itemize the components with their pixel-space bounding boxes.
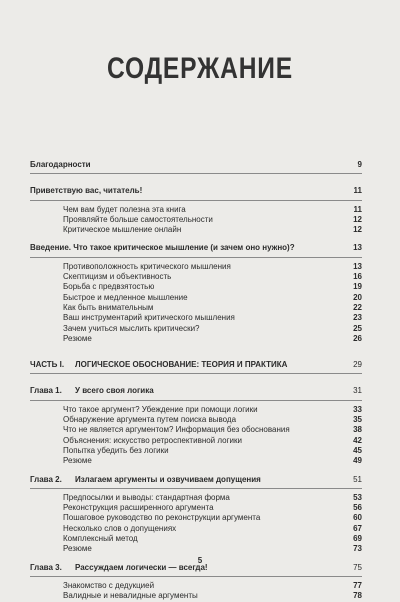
toc-entry	[30, 324, 362, 334]
toc-page-number: 51	[353, 474, 362, 484]
toc-page-number: 69	[353, 534, 362, 544]
toc-page-number: 78	[353, 591, 362, 601]
toc-page-number: 67	[353, 523, 362, 533]
toc-page-number: 12	[353, 225, 362, 235]
toc-spacer	[30, 378, 362, 386]
toc-label: Глава 2.	[30, 474, 62, 484]
toc-chapter	[30, 475, 362, 485]
toc-page-number: 11	[353, 186, 362, 196]
toc-title: Проявляйте больше самостоятельности	[63, 214, 213, 224]
toc-title: Резюме	[63, 544, 92, 554]
toc-page-number: 9	[357, 160, 362, 169]
toc-heading	[30, 186, 362, 196]
toc-spacer	[30, 344, 362, 352]
toc-entry	[30, 205, 362, 215]
toc-page-number: 60	[353, 513, 362, 523]
toc-page-number: 26	[353, 333, 362, 343]
toc-entry	[30, 313, 362, 323]
toc-page-number: 25	[353, 323, 362, 333]
toc-heading	[30, 160, 362, 170]
toc-title: Скептицизм и объективность	[63, 272, 172, 282]
toc-divider	[30, 173, 362, 174]
toc-spacer	[30, 467, 362, 475]
toc-title: Рассуждаем логически — всегда!	[75, 562, 208, 572]
toc-entry	[30, 262, 362, 272]
page-number: 5	[197, 556, 203, 565]
toc-title: Попытка убедить без логики	[63, 445, 169, 455]
toc-entry	[30, 503, 362, 513]
toc-entry	[30, 513, 362, 523]
toc-page-number: 13	[353, 261, 362, 271]
toc-entry	[30, 456, 362, 466]
toc-title: Резюме	[63, 333, 92, 343]
toc-title: У всего своя логика	[75, 386, 154, 396]
toc-page-number: 20	[353, 292, 362, 302]
toc-spacer	[30, 178, 362, 186]
toc-title: Валидные и невалидные аргументы	[63, 591, 198, 601]
toc-title: Излагаем аргументы и озвучиваем допущения	[75, 474, 261, 484]
toc-part	[30, 360, 362, 370]
toc-entry	[30, 446, 362, 456]
toc-entry	[30, 534, 362, 544]
toc-page-number: 11	[353, 204, 362, 214]
toc-entry	[30, 225, 362, 235]
toc-divider	[30, 488, 362, 489]
toc-divider	[30, 373, 362, 374]
toc-spacer	[30, 352, 362, 360]
toc-page-number: 12	[353, 214, 362, 224]
toc-title: Введение. Что такое критическое мышление (и зачем оно нужно)?	[30, 243, 295, 253]
toc-entry	[30, 544, 362, 554]
toc-page-number: 16	[353, 272, 362, 282]
toc-title: Резюме	[63, 456, 92, 466]
toc-title: Как быть внимательным	[63, 302, 154, 312]
toc-entry	[30, 282, 362, 292]
toc-title: Реконструкция расширенного аргумента	[63, 503, 214, 513]
toc-divider	[30, 576, 362, 577]
toc-title: Что не является аргументом? Информация без обоснования	[63, 425, 290, 435]
toc-title: Борьба с предвзятостью	[63, 282, 155, 292]
toc-title: Несколько слов о допущениях	[63, 523, 177, 533]
toc-entry	[30, 215, 362, 225]
toc-page-number: 75	[353, 562, 362, 572]
toc-label: Глава 3.	[30, 562, 62, 572]
toc-entry	[30, 293, 362, 303]
toc-title: Пошаговое руководство по реконструкции аргумента	[63, 513, 261, 523]
toc-page-number: 23	[353, 313, 362, 323]
toc-page-number: 49	[353, 456, 362, 466]
toc-chapter	[30, 386, 362, 396]
toc-entry	[30, 405, 362, 415]
toc-entry	[30, 334, 362, 344]
toc-title: ЛОГИЧЕСКОЕ ОБОСНОВАНИЕ: ТЕОРИЯ И ПРАКТИКА	[75, 360, 288, 370]
toc-page-number: 77	[353, 580, 362, 590]
toc-title: Что такое аргумент? Убеждение при помощи логики	[63, 404, 258, 414]
toc-title: Благодарности	[30, 160, 91, 169]
toc-page-number: 35	[353, 415, 362, 425]
toc-page-number: 22	[353, 302, 362, 312]
toc-entry	[30, 303, 362, 313]
toc-entry	[30, 493, 362, 503]
toc-page-number: 33	[353, 404, 362, 414]
toc-title: Критическое мышление онлайн	[63, 225, 182, 235]
toc-page-number: 29	[353, 360, 362, 370]
toc-title: Ваш инструментарий критического мышления	[63, 313, 235, 323]
toc-divider	[30, 200, 362, 201]
toc-page-number: 45	[353, 445, 362, 455]
table-of-contents	[30, 160, 362, 602]
toc-title: Быстрое и медленное мышление	[63, 292, 188, 302]
toc-entry	[30, 524, 362, 534]
toc-title: Обнаружение аргумента путем поиска вывода	[63, 415, 237, 425]
toc-heading	[30, 243, 362, 253]
toc-page-number: 13	[353, 243, 362, 253]
toc-title: Объяснения: искусство ретроспективной логики	[63, 435, 242, 445]
toc-title: Комплексный метод	[63, 534, 138, 544]
toc-spacer	[30, 235, 362, 243]
toc-page-number: 73	[353, 544, 362, 554]
toc-page-number: 31	[353, 386, 362, 396]
toc-entry	[30, 581, 362, 591]
toc-entry	[30, 436, 362, 446]
toc-page-number: 38	[353, 425, 362, 435]
toc-title: Знакомство с дедукцией	[63, 580, 155, 590]
toc-page-number: 53	[353, 492, 362, 502]
toc-entry	[30, 272, 362, 282]
toc-title: Противоположность критического мышления	[63, 261, 231, 271]
toc-page-number: 42	[353, 435, 362, 445]
toc-divider	[30, 400, 362, 401]
toc-page-number: 19	[353, 282, 362, 292]
toc-label: ЧАСТЬ I.	[30, 360, 65, 370]
toc-title: Приветствую вас, читатель!	[30, 186, 143, 196]
toc-label: Глава 1.	[30, 386, 62, 396]
toc-title: Чем вам будет полезна эта книга	[63, 204, 186, 214]
toc-title: Зачем учиться мыслить критически?	[63, 323, 200, 333]
toc-title: Предпосылки и выводы: стандартная форма	[63, 492, 230, 502]
toc-entry	[30, 415, 362, 425]
toc-divider	[30, 257, 362, 258]
page-title: СОДЕРЖАНИЕ	[106, 52, 294, 85]
toc-page-number: 56	[353, 503, 362, 513]
toc-entry	[30, 425, 362, 435]
